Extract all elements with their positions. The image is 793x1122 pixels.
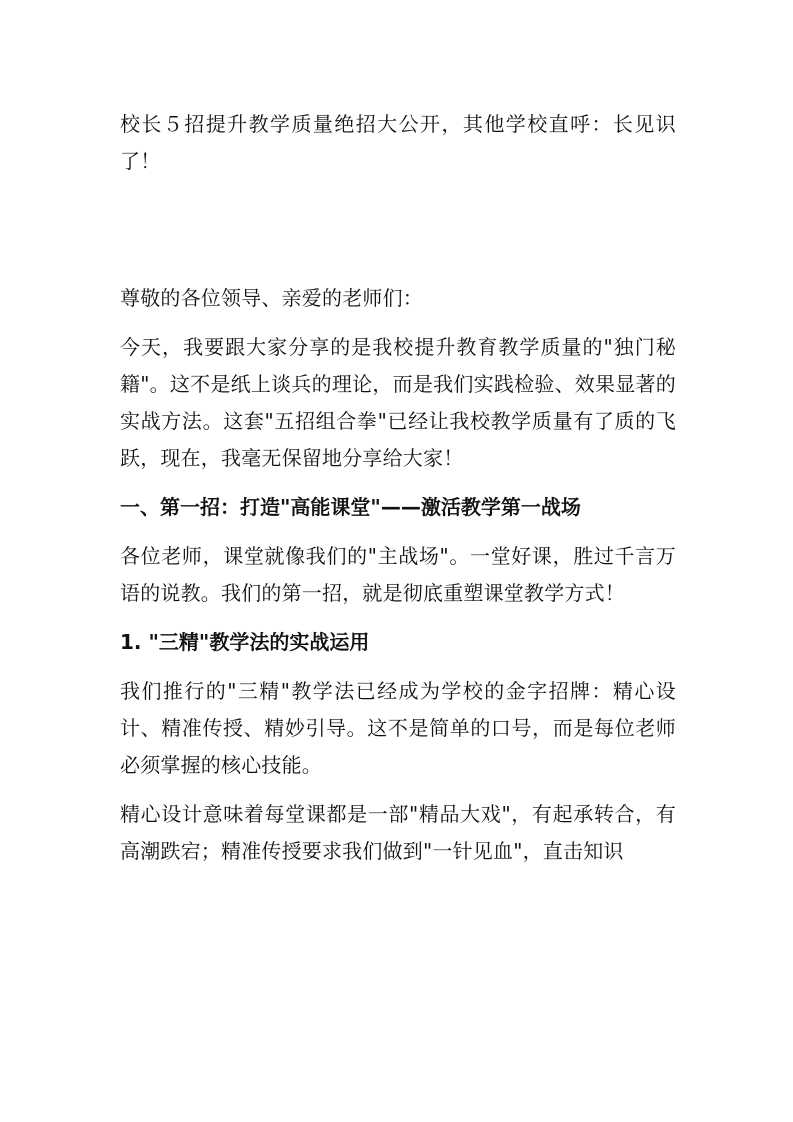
section-1-intro-paragraph: 各位老师，课堂就像我们的"主战场"。一堂好课，胜过千言万语的说教。我们的第一招，就是彻底重塑课堂教学方式！: [120, 544, 676, 605]
document-title: 校长５招提升教学质量绝招大公开，其他学校直呼：长见识了！: [120, 112, 676, 173]
salutation-text: 尊敬的各位领导、亲爱的老师们：: [120, 286, 423, 310]
subsection-1-paragraph-1: 我们推行的"三精"教学法已经成为学校的金字招牌：精心设计、精准传授、精妙引导。这不是简单的口号，而是每位老师必须掌握的核心技能。: [120, 679, 676, 777]
section-1-heading: 一、第一招：打造"高能课堂"——激活教学第一战场: [120, 495, 581, 519]
intro-paragraph: 今天，我要跟大家分享的是我校提升教育教学质量的"独门秘籍"。这不是纸上谈兵的理论，而是我们实践检验、效果显著的实战方法。这套"五招组合拳"已经让我校教学质量有了质的飞跃，现在，我毫无保留地分享给大家！: [120, 335, 676, 470]
subsection-1-heading: 1. "三精"教学法的实战运用: [120, 630, 370, 654]
subsection-1-paragraph-2: 精心设计意味着每堂课都是一部"精品大戏"，有起承转合，有高潮跌宕；精准传授要求我们做到"一针见血"，直击知识: [120, 802, 676, 863]
document-body: [120, 106, 676, 882]
